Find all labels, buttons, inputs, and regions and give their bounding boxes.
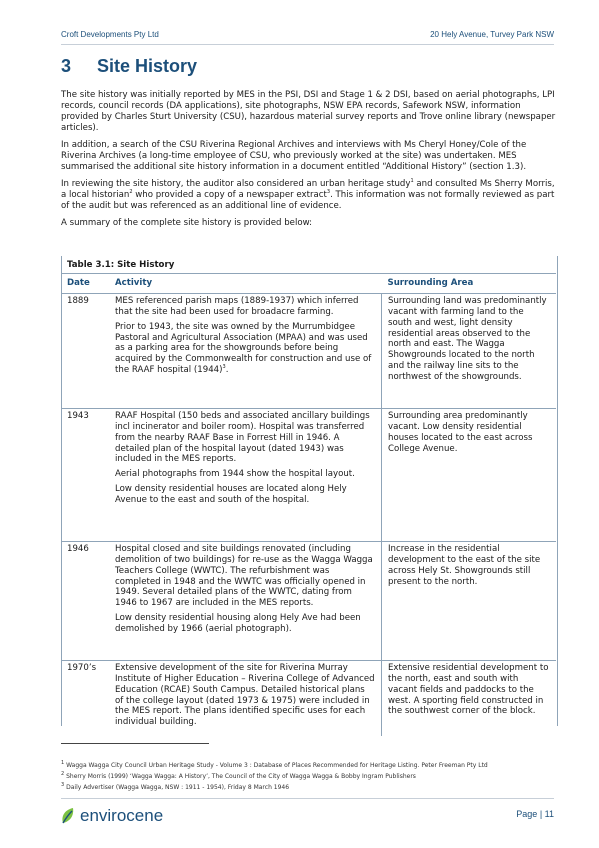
- row-surrounding: Surrounding area predominantly vacant. Low density residential houses located to the east across College Avenue.: [382, 408, 557, 541]
- row-activity: RAAF Hospital (150 beds and associated ancillary buildings incl incinerator and boiler room). Hospital was transferred from the nearby RAAF Base in Forrest Hill in 1946. A detailed plan of the hospital layout (dated 1943) was included in the MES reports. Aerial photographs from 1944 show the hospital layout. Low density residential houses are located along Hely Avenue to the east and south of the hospital.: [109, 408, 382, 541]
- table-caption: Table 3.1: Site History: [67, 260, 175, 270]
- row-activity: Extensive development of the site for Riverina Murray Institute of Higher Education – Riverina College of Advanced Education (RCAE) South Campus. Detailed historical plans of the college layout (dated 1973 & 1975) were included in the MES report. The plans identified specific uses for each individual building.: [109, 660, 382, 736]
- page-number: Page | 11: [516, 809, 554, 819]
- brand-name: envirocene: [80, 806, 164, 825]
- brand-logo: [60, 806, 163, 826]
- header-divider: [61, 44, 554, 45]
- row-date: 1946: [61, 541, 109, 660]
- row-date: 1970’s: [67, 662, 97, 673]
- footer-divider: [61, 798, 554, 799]
- header-address: 20 Hely Avenue, Turvey Park NSW: [430, 30, 554, 39]
- paragraph-2: In addition, a search of the CSU Riverina Regional Archives and interviews with Ms Cheryl Honey/Cole of the Riverina Archives (a long-time employee of CSU, who previously worked at the site) was undertaken. MES summarised the additional site history information in a document entitled “Additional History” (section 1.3).: [61, 140, 527, 172]
- header-date: Date: [61, 273, 109, 293]
- table-row: [61, 660, 556, 736]
- row-activity: Hospital closed and site buildings renovated (including demolition of two buildings) for re-use as the Wagga Wagga Teachers College (WWTC). The refurbishment was completed in 1948 and the WWTC was officially opened in 1949. Several detailed plans of the WWTC, dating from 1946 to 1967 are included in the MES reports. Low density residential housing along Hely Ave had been demolished by 1966 (aerial photograph).: [109, 541, 382, 660]
- row-activity: MES referenced parish maps (1889-1937) which inferred that the site had been used for broadacre farming. Prior to 1943, the site was owned by the Murrumbidgee Pastoral and Agricultural Association (MPAA) and was used as a parking area for the showgrounds before being acquired by the Commonwealth for construction and use of the RAAF hospital $(1944)^3$.: [109, 293, 382, 408]
- footnote-ref-3[interactable]: 3: [222, 364, 226, 371]
- footnote-3: $^3$ Daily Advertiser (Wagga Wagga, NSW : 1911 - 1954), Friday 8 March 1946: [61, 782, 290, 791]
- table-row: [61, 408, 556, 541]
- body-text: [61, 90, 556, 235]
- header-activity: Activity: [109, 273, 382, 293]
- footnote-ref-3[interactable]: 3: [326, 189, 331, 196]
- paragraph-3: In reviewing the site history, the auditor also considered an urban heritage study$^1$ and consulted Ms Sherry Morris, a local historian$^2$ who provided a copy of a newspaper extract$^3$. This information was not formally reviewed as part of the audit but was referenced as an additional line of evidence.: [61, 178, 555, 211]
- table-row: [61, 541, 556, 660]
- footnote-2: $^2$ Sherry Morris (1999) ‘Wagga Wagga: A History’, The Council of the City of Wagga Wagga & Bobby Ingram Publishers: [61, 771, 416, 780]
- footnote-divider: [61, 743, 209, 744]
- row-surrounding: Surrounding land was predominantly vacant with farming land to the south and west, light density residential areas observed to the north and east. The Wagga Showgrounds located to the north and the railway line sits to the northwest of the showgrounds.: [382, 293, 557, 408]
- site-history-table: [61, 256, 556, 736]
- footnote-ref-1[interactable]: 1: [410, 178, 414, 185]
- leaf-logo-icon: [60, 807, 76, 825]
- section-number: 3: [61, 56, 72, 76]
- section-title-text: Site History: [97, 56, 198, 76]
- header-company: Croft Developments Pty Ltd: [61, 30, 159, 39]
- header-surrounding: Surrounding Area: [382, 273, 557, 293]
- row-surrounding: Extensive residential development to the north, east and south with vacant fields and paddocks to the west. A sporting field constructed in the southwest corner of the block.: [388, 662, 549, 717]
- row-date: 1943: [61, 408, 109, 541]
- row-date: 1889: [61, 293, 109, 408]
- table-row: [61, 293, 556, 408]
- paragraph-1: The site history was initially reported by MES in the PSI, DSI and Stage 1 & 2 DSI, based on aerial photographs, LPI records, council records (DA applications), site photographs, NSW EPA records, Safework NSW, information provided by Charles Sturt University (CSU), hazardous material survey reports and Trove online library (newspaper articles).: [61, 90, 556, 133]
- row-surrounding: Increase in the residential development to the east of the site across Hely St. Showgrounds still present to the north.: [382, 541, 557, 660]
- section-title: [61, 56, 197, 77]
- footnote-ref-2[interactable]: 2: [129, 189, 133, 196]
- paragraph-4: A summary of the complete site history is provided below:: [61, 218, 313, 228]
- footnote-1: $^1$ Wagga Wagga City Council Urban Heritage Study - Volume 3 : Database of Places Recommended for Heritage Listing. Peter Freeman Pty Ltd: [61, 760, 488, 769]
